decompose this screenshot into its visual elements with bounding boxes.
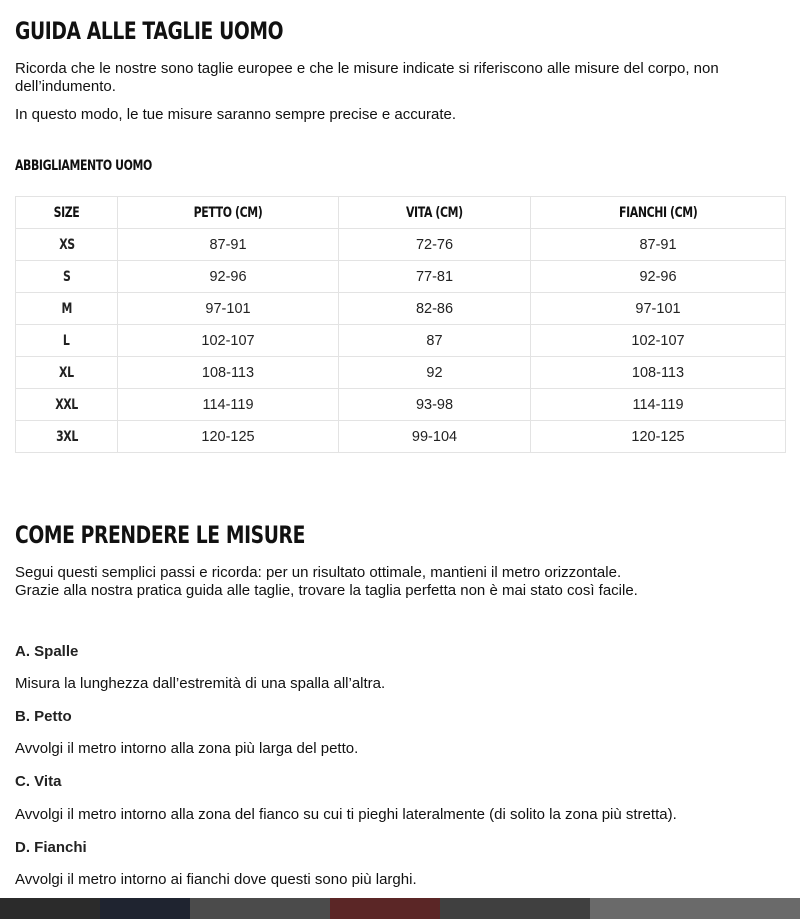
strip-segment	[100, 898, 190, 919]
step-desc-petto: Avvolgi il metro intorno alla zona più larga del petto.	[15, 740, 359, 757]
strip-segment	[330, 898, 440, 919]
size-cell: M	[16, 293, 118, 325]
vita-cell: 93-98	[339, 389, 531, 421]
strip-segment	[590, 898, 800, 919]
petto-cell: 102-107	[118, 325, 339, 357]
bottom-image-strip	[0, 898, 800, 919]
size-cell: XL	[16, 357, 118, 389]
table-row	[16, 357, 786, 389]
fianchi-cell: 92-96	[531, 261, 786, 293]
table-header-row	[16, 197, 786, 229]
strip-segment	[190, 898, 330, 919]
vita-cell: 82-86	[339, 293, 531, 325]
section-label: ABBIGLIAMENTO UOMO	[15, 158, 152, 174]
fianchi-cell: 87-91	[531, 229, 786, 261]
table-row	[16, 389, 786, 421]
fianchi-cell: 114-119	[531, 389, 786, 421]
fianchi-cell: 97-101	[531, 293, 786, 325]
header-vita: VITA (CM)	[339, 197, 531, 229]
vita-cell: 87	[339, 325, 531, 357]
table-row	[16, 229, 786, 261]
size-cell: 3XL	[16, 421, 118, 453]
fianchi-cell: 102-107	[531, 325, 786, 357]
intro-text	[15, 60, 785, 134]
intro-line-2: In questo modo, le tue misure saranno sempre precise e accurate.	[15, 106, 457, 123]
petto-cell: 97-101	[118, 293, 339, 325]
size-cell: XS	[16, 229, 118, 261]
fianchi-cell: 108-113	[531, 357, 786, 389]
vita-cell: 72-76	[339, 229, 531, 261]
table-row	[16, 261, 786, 293]
how-to-intro	[15, 564, 785, 600]
step-desc-vita: Avvolgi il metro intorno alla zona del fianco su cui ti pieghi lateralmente (di solito la zona più stretta).	[15, 806, 677, 823]
intro-line-1: Ricorda che le nostre sono taglie europee e che le misure indicate si riferiscono alle misure del corpo, non dell’indumento.	[15, 60, 719, 95]
size-cell: L	[16, 325, 118, 357]
header-size: SIZE	[16, 197, 118, 229]
size-cell: XXL	[16, 389, 118, 421]
vita-cell: 99-104	[339, 421, 531, 453]
step-title-petto: B. Petto	[15, 708, 72, 725]
how-to-intro-line-2: Grazie alla nostra pratica guida alle taglie, trovare la taglia perfetta non è mai stato così facile.	[15, 582, 638, 599]
vita-cell: 92	[339, 357, 531, 389]
page-title: GUIDA ALLE TAGLIE UOMO	[15, 17, 284, 45]
header-petto: PETTO (CM)	[118, 197, 339, 229]
strip-segment	[0, 898, 100, 919]
step-title-fianchi: D. Fianchi	[15, 839, 87, 856]
how-to-title: COME PRENDERE LE MISURE	[15, 521, 305, 549]
petto-cell: 92-96	[118, 261, 339, 293]
size-table	[15, 196, 786, 453]
petto-cell: 108-113	[118, 357, 339, 389]
petto-cell: 120-125	[118, 421, 339, 453]
step-title-vita: C. Vita	[15, 773, 62, 790]
header-fianchi: FIANCHI (CM)	[531, 197, 786, 229]
step-desc-spalle: Misura la lunghezza dall’estremità di una spalla all’altra.	[15, 675, 386, 692]
vita-cell: 77-81	[339, 261, 531, 293]
table-row	[16, 325, 786, 357]
fianchi-cell: 120-125	[531, 421, 786, 453]
how-to-intro-line-1: Segui questi semplici passi e ricorda: per un risultato ottimale, mantieni il metro orizzontale.	[15, 564, 622, 581]
table-row	[16, 421, 786, 453]
petto-cell: 87-91	[118, 229, 339, 261]
petto-cell: 114-119	[118, 389, 339, 421]
table-row	[16, 293, 786, 325]
step-desc-fianchi: Avvolgi il metro intorno ai fianchi dove questi sono più larghi.	[15, 871, 417, 888]
strip-segment	[440, 898, 590, 919]
step-title-spalle: A. Spalle	[15, 643, 79, 660]
size-cell: S	[16, 261, 118, 293]
